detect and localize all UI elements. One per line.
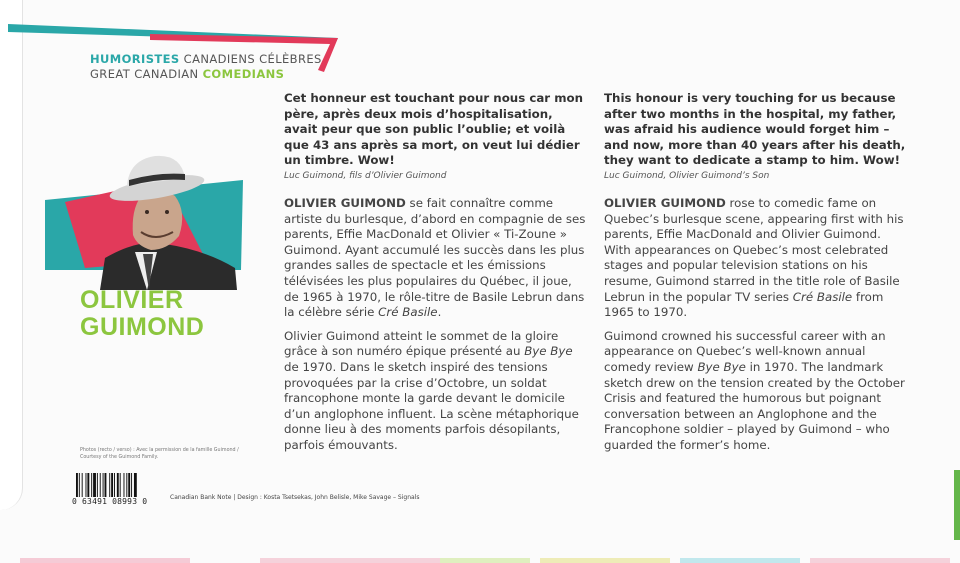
paragraph-fr-1 [284, 196, 589, 321]
quote-fr: Cet honneur est touchant pour nous car mon père, après deux mois d’hospitalisation, avait peur que son public l’oublie; et voilà que 43 ans après sa mort, on veut lui dédier un timbre. Wow! [284, 91, 584, 168]
category-fr-strong: HUMORISTES [90, 52, 180, 66]
category-title-fr [90, 52, 322, 66]
paragraph-en-1 [604, 196, 909, 321]
category-fr-rest: CANADIENS CÉLÈBRES [183, 52, 322, 66]
honoree-name-line2: GUIMOND [80, 313, 205, 341]
portrait-photo [45, 140, 245, 290]
paragraph-en-2 [604, 329, 909, 454]
barcode-digits: 0 63491 08993 0 [72, 497, 148, 506]
paragraph-en-1-text-b: from 1965 to 1970. [604, 289, 884, 320]
paragraph-en-2-text-a: Guimond crowned his successful career with an appearance on Quebec’s well-known annual comedy review [604, 328, 886, 374]
photo-credit: Photos (recto / verso) : Avec la permission de la famille Guimond / Courtesy of the Guimond Family. [80, 448, 239, 460]
bottom-color-strip [0, 552, 960, 563]
french-column [284, 91, 589, 453]
quote-en: This honour is very touching for us because after two months in the hospital, my father, was afraid his audience would forget him – and now, more than 40 years after his death, they want to dedicate a stamp to him. Wow! [604, 91, 906, 168]
name-fr: OLIVIER GUIMOND [284, 195, 406, 210]
paragraph-en-1-text-a: rose to comedic fame on Quebec’s burlesque scene, appearing first with his parents, Effie MacDonald and Olivier Guimond. With appearances on Quebec’s most celebrated stages and popular television stations on his resume, Guimond starred in the title role of Basile Lebrun in the popular TV series [604, 195, 904, 304]
category-en-rest: GREAT CANADIAN [90, 67, 199, 81]
honoree-name [80, 287, 204, 341]
paragraph-fr-1-text-a: se fait connaître comme artiste du burlesque, d’abord en compagnie de ses parents, Effie MacDonald et Olivier « Ti-Zoune » Guimond. Ayant accumulé les succès dans les plus grandes salles de spectacle et les émissions télévisées les plus populaires du Québec, il joue, de 1965 à 1970, le rôle-titre de Basile Lebrun dans la célèbre série [284, 195, 586, 320]
quote-attribution-en: Luc Guimond, Olivier Guimond’s Son [604, 170, 770, 181]
paragraph-fr-2-text-b: de 1970. Dans le sketch inspiré des tensions provoquées par la crise d’Octobre, un soldat francophone monte la garde devant le domicile d’un anglophone influent. La scène métaphorique donne lieu à des moments parfois désopilants, parfois émouvants. [284, 359, 579, 452]
quote-attribution-fr: Luc Guimond, fils d’Olivier Guimond [284, 170, 447, 181]
name-en: OLIVIER GUIMOND [604, 195, 726, 210]
paragraph-fr-1-text-b: . [437, 305, 442, 320]
category-en-strong: COMEDIANS [202, 67, 285, 81]
show-title-en: Cré Basile [792, 289, 853, 304]
paragraph-fr-2 [284, 329, 589, 454]
honoree-name-line1: OLIVIER [80, 286, 184, 314]
paragraph-fr-2-text-a: Olivier Guimond atteint le sommet de la gloire grâce à son numéro épique présenté au [284, 328, 559, 359]
category-title-en [90, 67, 284, 81]
right-edge-strip [954, 470, 960, 540]
footer-credits: Canadian Bank Note | Design : Kosta Tsetsekas, John Belisle, Mike Savage – Signals [170, 494, 420, 501]
byebye-title-en: Bye Bye [697, 359, 746, 374]
byebye-title-fr: Bye Bye [524, 344, 573, 359]
paragraph-en-2-text-b: in 1970. The landmark sketch drew on the tension created by the October Crisis and featured the humorous but poignant conversation between an Anglophone and the Francophone soldier – played by Guimond – who guarded the former’s home. [604, 359, 905, 452]
show-title-fr: Cré Basile [378, 305, 438, 320]
english-column [604, 91, 909, 453]
